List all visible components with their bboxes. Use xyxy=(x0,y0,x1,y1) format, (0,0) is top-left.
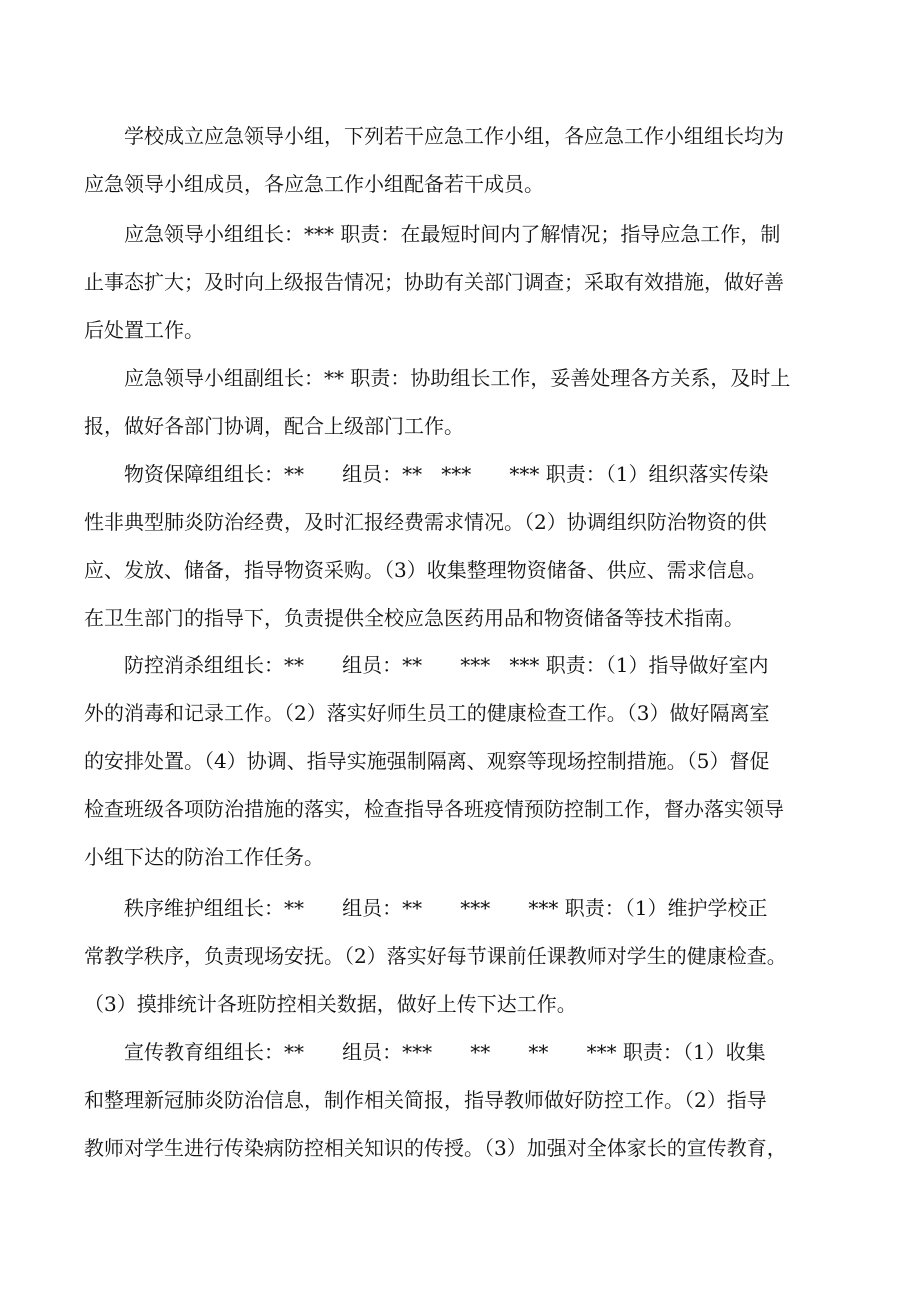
text-line: 外的消毒和记录工作。（2）落实好师生员工的健康检查工作。（3）做好隔离室 xyxy=(84,701,770,725)
text-line: 和整理新冠肺炎防治信息，制作相关简报，指导教师做好防控工作。（2）指导 xyxy=(84,1088,767,1112)
text-line: 物资保障组组长：** 组员：** *** *** 职责：（1）组织落实传染 xyxy=(124,462,769,486)
text-line: 性非典型肺炎防治经费，及时汇报经费需求情况。（2）协调组织防治物资的供 xyxy=(84,510,767,534)
text-line: 在卫生部门的指导下，负责提供全校应急医药用品和物资储备等技术指南。 xyxy=(84,606,744,630)
text-line: 秩序维护组组长：** 组员：** *** *** 职责：（1）维护学校正 xyxy=(124,896,768,920)
paragraph-order-group xyxy=(84,884,836,1028)
text-line: 应、发放、储备，指导物资采购。（3）收集整理物资储备、供应、需求信息。 xyxy=(84,558,767,582)
text-line: 常教学秩序，负责现场安抚。（2）落实好每节课前任课教师对学生的健康检查。 xyxy=(84,944,787,968)
text-line: 宣传教育组组长：** 组员：*** ** ** *** 职责：（1）收集 xyxy=(124,1040,766,1064)
text-line: 教师对学生进行传染病防控相关知识的传授。（3）加强对全体家长的宣传教育， xyxy=(84,1136,787,1160)
text-line: 的安排处置。（4）协调、指导实施强制隔离、观察等现场控制措施。（5）督促 xyxy=(84,749,770,773)
text-line: 小组下达的防治工作任务。 xyxy=(84,845,324,869)
paragraph-publicity-group xyxy=(84,1028,836,1172)
text-line: （3）摸排统计各班防控相关数据，做好上传下达工作。 xyxy=(84,992,577,1016)
text-line: 应急领导小组组长：*** 职责：在最短时间内了解情况；指导应急工作，制 xyxy=(124,222,781,246)
paragraph-disinfection-group xyxy=(84,641,836,881)
text-line: 防控消杀组组长：** 组员：** *** *** 职责：（1）指导做好室内 xyxy=(124,653,769,677)
text-line: 止事态扩大；及时向上级报告情况；协助有关部门调查；采取有效措施，做好善 xyxy=(84,270,784,294)
text-line: 学校成立应急领导小组，下列若干应急工作小组，各应急工作小组组长均为 xyxy=(124,124,784,148)
paragraph-supply-group xyxy=(84,450,836,642)
text-line: 应急领导小组成员，各应急工作小组配备若干成员。 xyxy=(84,172,544,196)
paragraph-leader xyxy=(84,210,836,354)
text-line: 报，做好各部门协调，配合上级部门工作。 xyxy=(84,414,464,438)
paragraph-deputy-leader xyxy=(84,354,836,450)
text-line: 后处置工作。 xyxy=(84,318,204,342)
paragraph-intro xyxy=(84,112,836,208)
text-line: 检查班级各项防治措施的落实，检查指导各班疫情预防控制工作，督办落实领导 xyxy=(84,797,784,821)
text-line: 应急领导小组副组长：** 职责：协助组长工作，妥善处理各方关系，及时上 xyxy=(124,366,791,390)
